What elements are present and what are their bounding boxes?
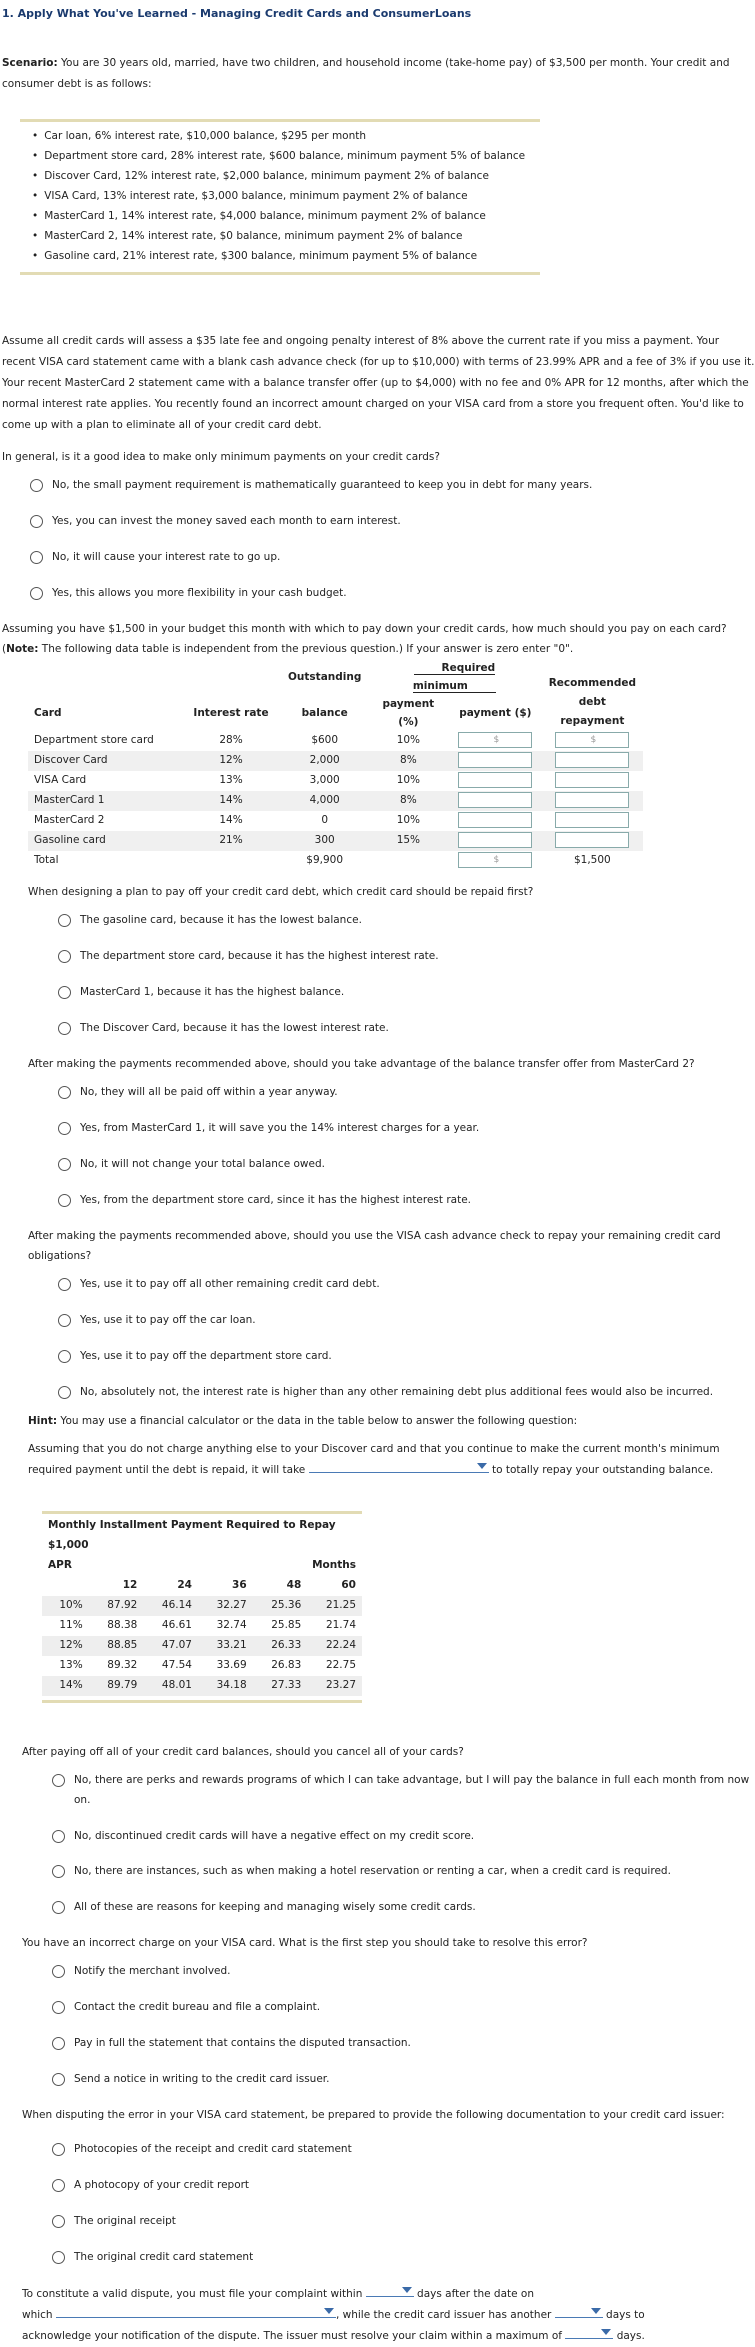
header-payment-pct: payment (%) — [382, 698, 435, 729]
question-9 — [22, 2106, 755, 2268]
installment-value: 25.85 — [271, 1618, 302, 1631]
installment-month-header: 36 — [232, 1579, 247, 1592]
debt-min-payment-pct: 10% — [396, 774, 421, 787]
installment-value: 21.25 — [307, 1596, 362, 1616]
radio-button[interactable] — [52, 2251, 65, 2264]
installment-table-box — [42, 1511, 362, 1702]
debt-table-row — [28, 731, 643, 751]
header-outstanding: Outstanding — [288, 671, 362, 684]
installment-value: 88.85 — [89, 1636, 144, 1656]
option-label: No, discontinued credit cards will have a negative effect on my credit score. — [74, 1829, 475, 1842]
installment-value: 46.14 — [143, 1596, 198, 1616]
q9-option[interactable] — [52, 2176, 755, 2196]
debt-item: • MasterCard 1, 14% interest rate, $4,000 balance, minimum payment 2% of balance — [30, 206, 540, 226]
q3-option[interactable] — [58, 1019, 755, 1039]
installment-row — [42, 1656, 362, 1676]
debt-item: • MasterCard 2, 14% interest rate, $0 balance, minimum payment 2% of balance — [30, 226, 540, 246]
radio-button[interactable] — [58, 1278, 71, 1291]
option-label: All of these are reasons for keeping and managing wisely some credit cards. — [74, 1901, 476, 1914]
q9-option[interactable] — [52, 2140, 755, 2160]
header-required-label: Required minimum — [412, 662, 496, 693]
hint — [28, 1412, 755, 1432]
installment-table-body — [42, 1596, 362, 1696]
radio-button[interactable] — [52, 2073, 65, 2086]
debt-item: • Gasoline card, 21% interest rate, $300 balance, minimum payment 5% of balance — [30, 246, 540, 266]
q7-option[interactable] — [52, 1898, 755, 1918]
installment-value: 88.38 — [107, 1618, 138, 1631]
q7-option[interactable] — [52, 1771, 755, 1811]
installment-value: 47.54 — [161, 1658, 192, 1671]
option-label: Yes, you can invest the money saved each month to earn interest. — [52, 514, 401, 527]
option-label: Notify the merchant involved. — [74, 1965, 231, 1978]
option-label: No, the small payment requirement is mathematically guaranteed to keep you in debt for many years. — [52, 478, 593, 491]
q5-option[interactable] — [58, 1311, 755, 1331]
option-label: No, absolutely not, the interest rate is higher than any other remaining debt plus additional fees would also be incurred. — [80, 1385, 714, 1398]
total-payment-input[interactable]: $ — [458, 852, 532, 868]
question-2-text — [2, 620, 755, 660]
q7-option[interactable] — [52, 1827, 755, 1847]
scenario-label: Scenario: — [2, 56, 58, 69]
recommended-payment-input[interactable] — [555, 832, 629, 848]
q1-option[interactable] — [30, 548, 755, 568]
recommended-payment-input[interactable] — [555, 772, 629, 788]
header-card: Card — [34, 707, 62, 720]
acknowledge-days-dropdown[interactable] — [555, 2305, 603, 2318]
option-label: The Discover Card, because it has the lowest interest rate. — [80, 1022, 389, 1035]
question-10-text-e: days to — [606, 2308, 645, 2321]
installment-apr: 14% — [42, 1676, 89, 1696]
installment-table-title: Monthly Installment Payment Required to Repay $1,000 — [48, 1519, 336, 1552]
radio-button[interactable] — [52, 2179, 65, 2192]
question-10 — [22, 2284, 755, 2347]
installment-apr: 13% — [59, 1658, 83, 1671]
debt-list — [20, 126, 540, 266]
option-label: The original receipt — [74, 2214, 176, 2227]
installment-apr-label: APR — [48, 1559, 72, 1572]
option-label: No, they will all be paid off within a year anyway. — [80, 1086, 338, 1099]
debt-balance: 300 — [282, 831, 367, 851]
debt-table-row — [28, 811, 643, 831]
debt-balance: $600 — [311, 734, 339, 747]
option-label: No, it will cause your interest rate to go up. — [52, 550, 281, 563]
debt-interest-rate: 12% — [180, 751, 282, 771]
radio-button[interactable] — [30, 587, 43, 600]
radio-button[interactable] — [58, 1122, 71, 1135]
debt-balance: 0 — [321, 814, 329, 827]
option-label: Yes, this allows you more flexibility in your cash budget. — [52, 586, 347, 599]
q4-option[interactable] — [58, 1155, 755, 1175]
debt-interest-rate: 14% — [219, 814, 243, 827]
installment-table — [42, 1516, 362, 1695]
q1-option[interactable] — [30, 512, 755, 532]
radio-button[interactable] — [52, 1774, 65, 1787]
installment-value: 33.69 — [216, 1658, 247, 1671]
option-label: Pay in full the statement that contains the disputed transaction. — [74, 2037, 411, 2050]
option-label: Yes, from MasterCard 1, it will save you the 14% interest charges for a year. — [80, 1122, 480, 1135]
installment-value: 89.32 — [107, 1658, 138, 1671]
installment-row — [42, 1636, 362, 1656]
debt-card-name: MasterCard 2 — [34, 814, 105, 827]
question-8 — [22, 1934, 755, 2090]
debt-min-payment-pct: 10% — [396, 734, 421, 747]
option-label: MasterCard 1, because it has the highest balance. — [80, 986, 345, 999]
q5-option[interactable] — [58, 1275, 755, 1295]
question-4-text: After making the payments recommended above, should you take advantage of the balance transfer offer from MasterCard 2? — [28, 1058, 695, 1071]
option-label: A photocopy of your credit report — [74, 2178, 250, 2191]
debt-interest-rate: 14% — [180, 791, 282, 811]
header-required — [367, 659, 541, 695]
debt-balance: 2,000 — [282, 751, 367, 771]
q5-option[interactable] — [58, 1347, 755, 1367]
installment-apr: 11% — [59, 1618, 83, 1631]
date-on-which-dropdown[interactable] — [56, 2305, 336, 2318]
installment-value: 26.83 — [271, 1658, 302, 1671]
option-label: The gasoline card, because it has the lowest balance. — [80, 914, 362, 927]
debt-item: • Discover Card, 12% interest rate, $2,000 balance, minimum payment 2% of balance — [30, 166, 540, 186]
question-6 — [28, 1440, 755, 1481]
installment-value: 22.24 — [307, 1636, 362, 1656]
debt-item: • Car loan, 6% interest rate, $10,000 balance, $295 per month — [30, 126, 540, 146]
question-5 — [28, 1227, 755, 1403]
radio-button[interactable] — [52, 2001, 65, 2014]
radio-button[interactable] — [52, 2143, 65, 2156]
installment-value: 22.75 — [325, 1658, 356, 1671]
header-payment-dollar: payment ($) — [459, 707, 532, 720]
question-2-text-b: The following data table is independent from the previous question.) If your answer is zero enter "0". — [38, 642, 574, 655]
debt-min-payment-pct: 8% — [367, 751, 449, 771]
debt-interest-rate: 21% — [180, 831, 282, 851]
question-7 — [22, 1743, 755, 1919]
recommended-payment-input[interactable]: $ — [555, 732, 629, 748]
option-label: The department store card, because it has the highest interest rate. — [80, 950, 439, 963]
installment-value: 21.74 — [325, 1618, 356, 1631]
question-10-text-a: To constitute a valid dispute, you must file your complaint within — [22, 2287, 363, 2300]
radio-button[interactable] — [58, 1386, 71, 1399]
question-1 — [0, 448, 755, 604]
radio-button[interactable] — [58, 914, 71, 927]
min-payment-input[interactable] — [458, 832, 532, 848]
question-2-text-a: Assuming you have $1,500 in your budget this month with which to pay down your credit cards, how much should you pay on each card? ( — [2, 622, 727, 655]
q5-option[interactable] — [58, 1383, 755, 1403]
min-payment-input[interactable] — [458, 792, 532, 808]
option-label: Contact the credit bureau and file a complaint. — [74, 2001, 321, 2014]
radio-button[interactable] — [58, 986, 71, 999]
assumptions-text: Assume all credit cards will assess a $35 late fee and ongoing penalty interest of 8% above the current rate if you miss a payment. Your recent VISA card statement came with a blank cash advance check (for up to $10,000) with terms of 23.99% APR and a fee of 3% if you use it. Your recent MasterCard 2 statement came with a balance transfer offer (up to $4,000) with no fee and 0% APR for 12 months, after which the normal interest rate applies. You recently found an incorrect amount charged on your VISA card from a store you frequent often. You'd like to come up with a plan to eliminate all of your credit card debt. — [2, 334, 755, 431]
q7-option[interactable] — [52, 1862, 755, 1882]
q8-option[interactable] — [52, 2034, 755, 2054]
question-3 — [28, 883, 755, 1039]
option-label: No, it will not change your total balance owed. — [80, 1157, 325, 1170]
radio-button[interactable] — [52, 1865, 65, 1878]
installment-apr: 10% — [42, 1596, 89, 1616]
question-10-text-f: acknowledge your notification of the dispute. The issuer must resolve your claim within a maximum of — [22, 2329, 562, 2342]
debt-balance: 4,000 — [282, 791, 367, 811]
page — [0, 4, 755, 2347]
installment-value: 26.33 — [253, 1636, 308, 1656]
debt-table — [28, 659, 643, 871]
min-payment-input[interactable] — [458, 812, 532, 828]
debt-card-name: Gasoline card — [28, 831, 180, 851]
installment-value: 27.33 — [253, 1676, 308, 1696]
option-label: The original credit card statement — [74, 2250, 254, 2263]
debt-table-total-row — [28, 851, 643, 871]
installment-row — [42, 1676, 362, 1696]
option-label: Yes, use it to pay off all other remaining credit card debt. — [80, 1277, 380, 1290]
debt-card-name: VISA Card — [34, 774, 87, 787]
radio-button[interactable] — [52, 2215, 65, 2228]
option-label: Send a notice in writing to the credit card issuer. — [74, 2073, 330, 2086]
installment-apr: 12% — [42, 1636, 89, 1656]
installment-value: 32.74 — [216, 1618, 247, 1631]
debt-card-name: Discover Card — [28, 751, 180, 771]
question-9-options — [52, 2140, 755, 2268]
question-4 — [28, 1055, 755, 1211]
min-payment-input[interactable]: $ — [458, 732, 532, 748]
installment-month-header: 24 — [177, 1579, 192, 1592]
installment-month-header: 12 — [122, 1579, 138, 1592]
installment-months-label: Months — [312, 1559, 356, 1572]
question-1-options — [30, 476, 755, 604]
question-10-text-c: which — [22, 2308, 53, 2321]
radio-button[interactable] — [30, 515, 43, 528]
installment-value: 46.61 — [161, 1618, 192, 1631]
debt-table-row — [28, 831, 643, 851]
resolve-days-dropdown[interactable] — [565, 2326, 613, 2339]
question-10-text-d: , while the credit card issuer has another — [335, 2308, 552, 2321]
installment-row — [42, 1596, 362, 1616]
question-8-options — [52, 1962, 755, 2090]
question-2-note-label: Note: — [6, 642, 39, 655]
option-label: No, there are instances, such as when making a hotel reservation or renting a car, when a credit card is required. — [74, 1865, 671, 1878]
question-7-text: After paying off all of your credit card balances, should you cancel all of your cards? — [22, 1745, 464, 1758]
file-days-dropdown[interactable] — [366, 2284, 414, 2297]
radio-button[interactable] — [30, 479, 43, 492]
q3-option[interactable] — [58, 947, 755, 967]
radio-button[interactable] — [58, 1194, 71, 1207]
radio-button[interactable] — [30, 551, 43, 564]
q4-option[interactable] — [58, 1191, 755, 1211]
debt-item: • Department store card, 28% interest rate, $600 balance, minimum payment 5% of balance — [30, 146, 540, 166]
radio-button[interactable] — [58, 1158, 71, 1171]
debt-table-body — [28, 731, 643, 851]
radio-button[interactable] — [58, 1314, 71, 1327]
radio-button[interactable] — [58, 1022, 71, 1035]
option-label: Photocopies of the receipt and credit card statement — [74, 2142, 352, 2155]
question-10-text-g: days. — [616, 2329, 645, 2342]
radio-button[interactable] — [52, 2037, 65, 2050]
option-label: Yes, use it to pay off the car loan. — [80, 1313, 256, 1326]
min-payment-input[interactable] — [458, 752, 532, 768]
debt-min-payment-pct: 15% — [367, 831, 449, 851]
q9-option[interactable] — [52, 2248, 755, 2268]
radio-button[interactable] — [52, 1901, 65, 1914]
q3-option[interactable] — [58, 911, 755, 931]
debt-card-name: MasterCard 1 — [28, 791, 180, 811]
debt-table-row — [28, 771, 643, 791]
installment-value: 32.27 — [198, 1596, 253, 1616]
installment-value: 33.21 — [198, 1636, 253, 1656]
question-6-text-b: to totally repay your outstanding balance. — [491, 1464, 714, 1477]
header-balance: balance — [301, 707, 348, 720]
radio-button[interactable] — [58, 1350, 71, 1363]
question-5-options — [58, 1275, 755, 1403]
q3-option[interactable] — [58, 983, 755, 1003]
debt-table-row — [28, 751, 643, 771]
debt-table-row — [28, 791, 643, 811]
page-title: 1. Apply What You've Learned - Managing Credit Cards and ConsumerLoans — [2, 7, 472, 20]
installment-row — [42, 1616, 362, 1636]
q1-option[interactable] — [30, 584, 755, 604]
installment-value: 87.92 — [89, 1596, 144, 1616]
installment-value: 89.79 — [89, 1676, 144, 1696]
q9-option[interactable] — [52, 2212, 755, 2232]
question-3-text: When designing a plan to pay off your credit card debt, which credit card should be repaid first? — [28, 886, 534, 899]
radio-button[interactable] — [52, 1830, 65, 1843]
q4-option[interactable] — [58, 1083, 755, 1103]
installment-value: 23.27 — [307, 1676, 362, 1696]
header-recommended: Recommended debt repayment — [548, 677, 636, 728]
q4-option[interactable] — [58, 1119, 755, 1139]
debt-interest-rate: 28% — [219, 734, 243, 747]
installment-months-row — [42, 1576, 362, 1596]
recommended-payment-input[interactable] — [555, 812, 629, 828]
debt-min-payment-pct: 10% — [396, 814, 421, 827]
installment-month-header: 48 — [286, 1579, 302, 1592]
option-label: No, there are perks and rewards programs of which I can take advantage, but I will pay the balance in full each month from now on. — [74, 1773, 750, 1806]
installment-month-header: 60 — [341, 1579, 356, 1592]
debt-item: • VISA Card, 13% interest rate, $3,000 balance, minimum payment 2% of balance — [30, 186, 540, 206]
question-5-text: After making the payments recommended above, should you use the VISA cash advance check to repay your remaining credit card obligations? — [28, 1229, 721, 1262]
debt-interest-rate: 13% — [219, 774, 243, 787]
repay-months-dropdown[interactable] — [309, 1460, 489, 1473]
q8-option[interactable] — [52, 1998, 755, 2018]
installment-value: 48.01 — [143, 1676, 198, 1696]
q8-option[interactable] — [52, 1962, 755, 1982]
debt-min-payment-pct: 8% — [367, 791, 449, 811]
radio-button[interactable] — [52, 1965, 65, 1978]
min-payment-input[interactable] — [458, 772, 532, 788]
recommended-payment-input[interactable] — [555, 792, 629, 808]
scenario-text: You are 30 years old, married, have two children, and household income (take-home pay) of $3,500 per month. Your credit and consumer debt is as follows: — [2, 56, 730, 90]
question-1-text: In general, is it a good idea to make only minimum payments on your credit cards? — [2, 450, 440, 463]
question-10-text-b: days after the date on — [417, 2287, 535, 2300]
total-balance: $9,900 — [306, 854, 344, 867]
total-recommended: $1,500 — [573, 854, 611, 867]
debt-list-box — [20, 119, 540, 275]
q1-option[interactable] — [30, 476, 755, 496]
debt-card-name: Department store card — [34, 734, 154, 747]
radio-button[interactable] — [58, 1086, 71, 1099]
header-interest-rate: Interest rate — [193, 707, 269, 720]
question-6-text-a: Assuming that you do not charge anything else to your Discover card and that you continue to make the current month's minimum required payment until the debt is repaid, it will take — [28, 1443, 720, 1477]
hint-label: Hint: — [28, 1415, 58, 1428]
radio-button[interactable] — [58, 950, 71, 963]
question-7-options — [52, 1771, 755, 1919]
installment-value: 25.36 — [253, 1596, 308, 1616]
installment-value: 34.18 — [198, 1676, 253, 1696]
question-3-options — [58, 911, 755, 1039]
installment-value: 47.07 — [143, 1636, 198, 1656]
question-4-options — [58, 1083, 755, 1211]
question-9-text: When disputing the error in your VISA card statement, be prepared to provide the following documentation to your credit card issuer: — [22, 2109, 725, 2122]
scenario — [2, 53, 755, 95]
total-label: Total — [34, 854, 59, 867]
q8-option[interactable] — [52, 2070, 755, 2090]
option-label: Yes, use it to pay off the department store card. — [80, 1349, 332, 1362]
recommended-payment-input[interactable] — [555, 752, 629, 768]
debt-balance: 3,000 — [309, 774, 340, 787]
hint-text: You may use a financial calculator or the data in the table below to answer the following question: — [57, 1415, 578, 1428]
option-label: Yes, from the department store card, since it has the highest interest rate. — [80, 1193, 472, 1206]
question-8-text: You have an incorrect charge on your VISA card. What is the first step you should take to resolve this error? — [22, 1937, 588, 1950]
